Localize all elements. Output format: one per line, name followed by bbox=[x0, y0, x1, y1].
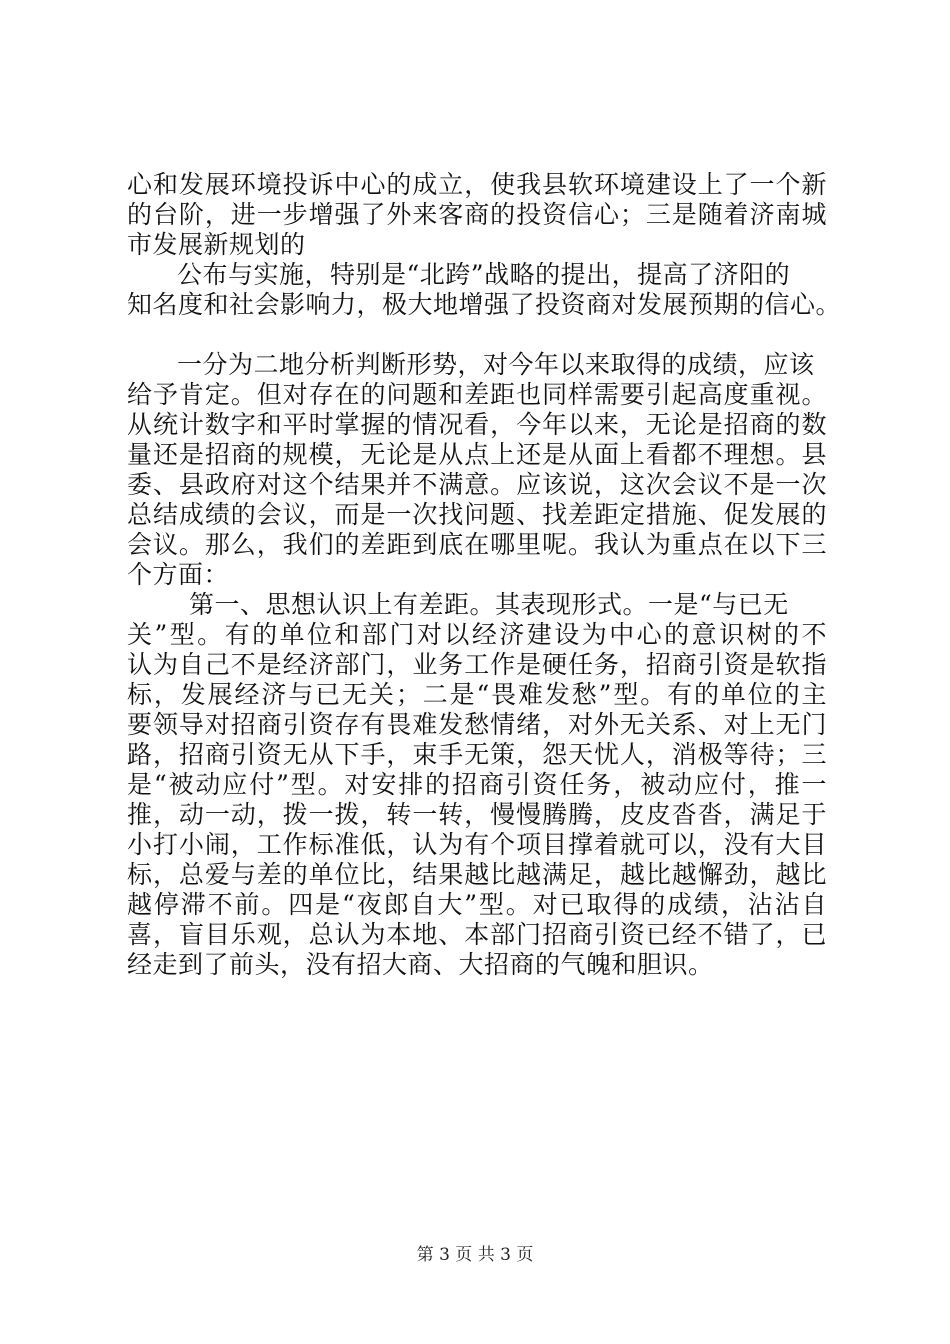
text-line: 市发展新规划的 bbox=[127, 230, 306, 259]
text-line: 越停滞不前。四是“夜郎自大”型。对已取得的成绩，沾沾自 bbox=[127, 890, 827, 919]
text-line: 要领导对招商引资存有畏难发愁情绪，对外无关系、对上无门 bbox=[127, 710, 827, 739]
text-line: 标，发展经济与已无关；二是“畏难发愁”型。有的单位的主 bbox=[127, 680, 827, 709]
text-line: 经走到了前头，没有招大商、大招商的气魄和胆识。 bbox=[127, 950, 714, 979]
text-line: 是“被动应付”型。对安排的招商引资任务，被动应付，推一 bbox=[127, 770, 827, 799]
text-line: 关”型。有的单位和部门对以经济建设为中心的意识树的不 bbox=[127, 620, 827, 649]
paragraph-gap bbox=[127, 320, 827, 350]
text-line: 会议。那么，我们的差距到底在哪里呢。我认为重点在以下三 bbox=[127, 530, 827, 559]
text-line: 推，动一动，拨一拨，转一转，慢慢腾腾，皮皮沓沓，满足于 bbox=[127, 800, 827, 829]
text-line: 公布与实施，特别是“北跨”战略的提出，提高了济阳的 bbox=[177, 260, 791, 289]
text-line: 标，总爱与差的单位比，结果越比越满足，越比越懈劲，越比 bbox=[127, 860, 827, 889]
text-line: 知名度和社会影响力，极大地增强了投资商对发展预期的信心。 bbox=[127, 290, 842, 319]
text-line: 第一、思想认识上有差距。其表现形式。一是“与已无 bbox=[189, 590, 789, 619]
text-line: 个方面： bbox=[127, 560, 230, 589]
page-number-label: 第 3 页 共 3 页 bbox=[416, 1245, 534, 1265]
text-line: 总结成绩的会议，而是一次找问题、找差距定措施、促发展的 bbox=[127, 500, 827, 529]
text-line: 认为自己不是经济部门，业务工作是硬任务，招商引资是软指 bbox=[127, 650, 827, 679]
text-line: 从统计数字和平时掌握的情况看，今年以来，无论是招商的数 bbox=[127, 410, 827, 439]
text-line: 路，招商引资无从下手，束手无策，怨天忧人，消极等待；三 bbox=[127, 740, 827, 769]
page-footer bbox=[0, 1244, 950, 1266]
text-line: 小打小闹，工作标准低，认为有个项目撑着就可以，没有大目 bbox=[127, 830, 827, 859]
text-line: 的台阶，进一步增强了外来客商的投资信心；三是随着济南城 bbox=[127, 200, 827, 229]
document-body bbox=[127, 170, 842, 980]
text-line: 心和发展环境投诉中心的成立，使我县软环境建设上了一个新 bbox=[127, 170, 827, 199]
text-line: 给予肯定。但对存在的问题和差距也同样需要引起高度重视。 bbox=[127, 380, 827, 409]
text-line: 喜，盲目乐观，总认为本地、本部门招商引资已经不错了，已 bbox=[127, 920, 827, 949]
text-line: 委、县政府对这个结果并不满意。应该说，这次会议不是一次 bbox=[127, 470, 827, 499]
text-line: 一分为二地分析判断形势，对今年以来取得的成绩，应该 bbox=[177, 350, 815, 379]
text-line: 量还是招商的规模，无论是从点上还是从面上看都不理想。县 bbox=[127, 440, 827, 469]
